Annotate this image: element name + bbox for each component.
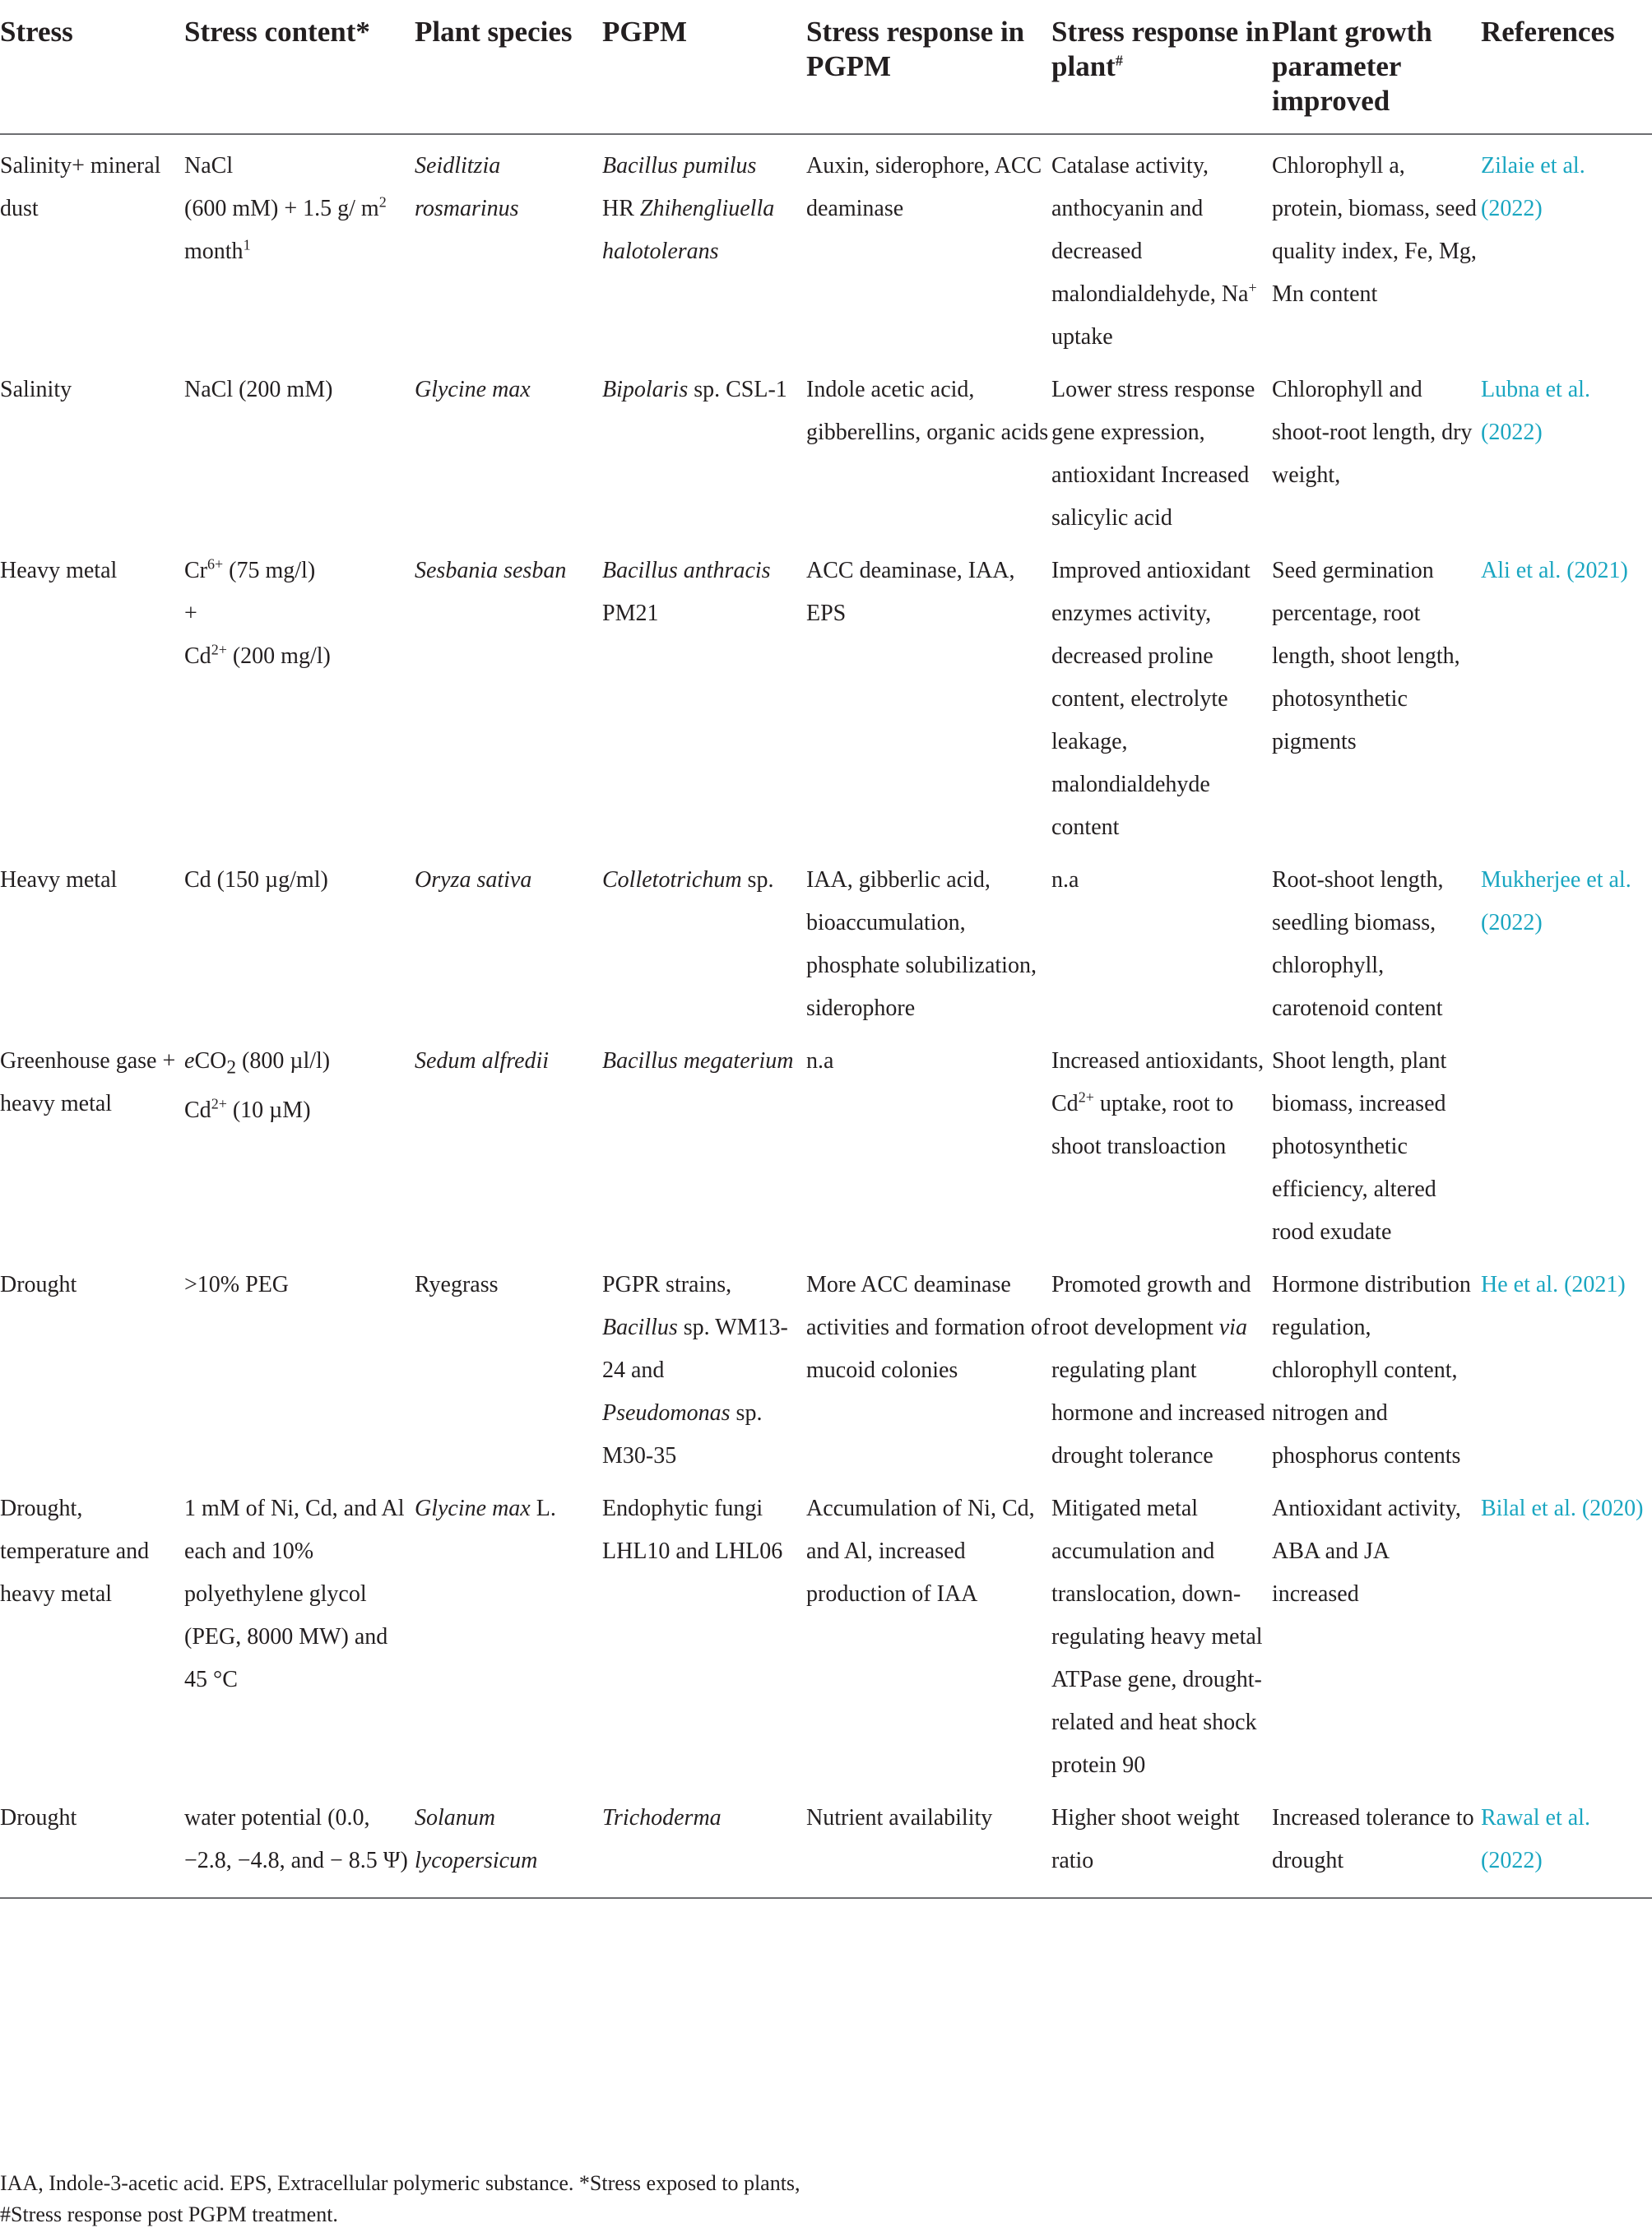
cell-pgpm: Bacillus megaterium: [602, 1048, 794, 1074]
header-plant-species: Plant species: [415, 0, 602, 134]
header-pgpm-response: Stress response in PGPM: [806, 0, 1051, 134]
cell-stress-content: 1 mM of Ni, Cd, and Al each and 10% polyethylene glycol (PEG, 8000 MW) and 45 °C: [184, 1496, 405, 1692]
cell-reference-link[interactable]: Rawal et al. (2022): [1481, 1787, 1652, 1898]
cell-stress: Drought: [0, 1272, 77, 1297]
cell-reference-link[interactable]: Zilaie et al. (2022): [1481, 153, 1585, 221]
footnote-line-1: IAA, Indole-3-acetic acid. EPS, Extracellular polymeric substance. *Stress exposed to plants,: [0, 2171, 800, 2195]
cell-pgpm: PGPR strains, Bacillus sp. WM13-24 and Pseudomonas sp. M30-35: [602, 1272, 788, 1469]
header-stress-content: Stress content*: [184, 0, 415, 134]
cell-pgpm-response: IAA, gibberlic acid, bioaccumulation, phosphate solubilization, siderophore: [806, 867, 1037, 1021]
cell-growth-parameter: Chlorophyll a, protein, biomass, seed quality index, Fe, Mg, Mn content: [1272, 153, 1477, 307]
cell-plant-response: Increased antioxidants, $Cd^{2+}$ uptake, root to shoot transloaction: [1051, 1048, 1265, 1159]
cell-reference-link[interactable]: He et al. (2021): [1481, 1272, 1626, 1297]
cell-stress: Salinity: [0, 377, 72, 402]
cell-stress: Greenhouse gase + heavy metal: [0, 1048, 176, 1116]
cell-plant-species: Ryegrass: [415, 1272, 499, 1297]
cell-growth-parameter: Shoot length, plant biomass, increased photosynthetic efficiency, altered rood exudate: [1272, 1048, 1447, 1245]
cell-pgpm-response: Indole acetic acid, gibberellins, organic acids: [806, 377, 1049, 445]
cell-pgpm: Bacillus anthracis PM21: [602, 558, 771, 626]
cell-plant-response: Promoted growth and root development via regulating plant hormone and increased drought tolerance: [1051, 1272, 1265, 1469]
cell-plant-response: Mitigated metal accumulation and translocation, down-regulating heavy metal ATPase gene, drought-related and heat shock protein 90: [1051, 1496, 1263, 1778]
table-row: [0, 1030, 1652, 1254]
cell-pgpm-response: Nutrient availability: [806, 1787, 1051, 1898]
cell-reference-link[interactable]: Bilal et al. (2020): [1481, 1496, 1644, 1521]
cell-plant-species: Oryza sativa: [415, 867, 532, 893]
cell-plant-response: Higher shoot weight ratio: [1051, 1787, 1272, 1898]
cell-stress: Heavy metal: [0, 867, 118, 893]
cell-plant-species: Solanum lycopersicum: [415, 1787, 602, 1898]
cell-plant-species: Glycine max: [415, 377, 531, 402]
cell-growth-parameter: Seed germination percentage, root length, shoot length, photosynthetic pigments: [1272, 558, 1460, 754]
table-row: [0, 849, 1652, 1030]
cell-plant-response: Lower stress response gene expression, antioxidant Increased salicylic acid: [1051, 377, 1255, 531]
cell-plant-response: Improved antioxidant enzymes activity, decreased proline content, electrolyte leakage, malondialdehyde content: [1051, 558, 1251, 840]
cell-reference-link[interactable]: Lubna et al. (2022): [1481, 377, 1590, 445]
cell-stress: Heavy metal: [0, 558, 118, 583]
cell-pgpm-response: ACC deaminase, IAA, EPS: [806, 558, 1015, 626]
cell-plant-species: Sesbania sesban: [415, 558, 567, 583]
table-row: [0, 359, 1652, 540]
header-growth-parameter: Plant growth parameter improved: [1272, 0, 1481, 134]
cell-stress-content: NaCl (600 mM) + 1.5 g/ $m^2$ month$^1$: [184, 153, 387, 264]
table-footnote: [0, 2168, 800, 2230]
cell-pgpm: Bacillus pumilus HR Zhihengliuella halotolerans: [602, 153, 775, 264]
header-plant-response-mark: #: [1115, 52, 1123, 69]
table-row: [0, 134, 1652, 359]
table-row: [0, 1787, 1652, 1898]
table-row: [0, 1254, 1652, 1478]
cell-pgpm: Bipolaris sp. CSL-1: [602, 377, 787, 402]
cell-stress-content: $Cr^{6+}$ (75 mg/l) + $Cd^{2+}$ (200 mg/l): [184, 555, 331, 669]
footnote-line-2: #Stress response post PGPM treatment.: [0, 2202, 338, 2226]
cell-plant-species: Glycine max L.: [415, 1496, 556, 1521]
table-row: [0, 540, 1652, 849]
cell-growth-parameter: Root-shoot length, seedling biomass, chlorophyll, carotenoid content: [1272, 867, 1444, 1021]
cell-plant-species: Sedum alfredii: [415, 1048, 550, 1074]
cell-stress: Drought: [0, 1787, 184, 1898]
table-row: [0, 1478, 1652, 1787]
cell-pgpm-response: More ACC deaminase activities and formation of mucoid colonies: [806, 1272, 1051, 1383]
cell-pgpm: Colletotrichum sp.: [602, 867, 774, 893]
cell-stress-content: eCO$_2$ (800 µl/l) $Cd^{2+}$ (10 µM): [184, 1048, 331, 1123]
cell-growth-parameter: Chlorophyll and shoot-root length, dry weight,: [1272, 377, 1473, 488]
cell-stress: Salinity+ mineral dust: [0, 153, 161, 221]
cell-growth-parameter: Antioxidant activity, ABA and JA increased: [1272, 1496, 1461, 1607]
cell-stress-content: water potential (0.0, −2.8, −4.8, and − 8.5 Ψ): [184, 1787, 415, 1898]
header-references: References: [1481, 0, 1652, 134]
cell-growth-parameter: Hormone distribution regulation, chlorophyll content, nitrogen and phosphorus contents: [1272, 1272, 1471, 1469]
cell-pgpm-response: Auxin, siderophore, ACC deaminase: [806, 153, 1042, 221]
cell-stress: Drought, temperature and heavy metal: [0, 1496, 150, 1607]
cell-stress-content: Cd (150 µg/ml): [184, 867, 328, 893]
cell-growth-parameter: Increased tolerance to drought: [1272, 1787, 1481, 1898]
header-stress: Stress: [0, 0, 184, 134]
cell-pgpm: Endophytic fungi LHL10 and LHL06: [602, 1496, 783, 1564]
header-plant-response: [1051, 0, 1272, 134]
cell-stress-content: NaCl (200 mM): [184, 377, 333, 402]
cell-pgpm: Trichoderma: [602, 1787, 806, 1898]
header-pgpm: PGPM: [602, 0, 806, 134]
cell-plant-response: n.a: [1051, 867, 1079, 893]
cell-plant-response: Catalase activity, anthocyanin and decreased malondialdehyde, Na+ uptake: [1051, 153, 1257, 350]
cell-stress-content: >10% PEG: [184, 1272, 290, 1297]
cell-pgpm-response: Accumulation of Ni, Cd, and Al, increased production of IAA: [806, 1496, 1035, 1607]
cell-plant-species: Seidlitzia rosmarinus: [415, 153, 519, 221]
table-header-row: [0, 0, 1652, 134]
cell-pgpm-response: n.a: [806, 1048, 834, 1074]
header-plant-response-label: Stress response in plant: [1051, 16, 1270, 82]
cell-reference-link[interactable]: Ali et al. (2021): [1481, 558, 1628, 583]
cell-reference-link[interactable]: Mukherjee et al. (2022): [1481, 867, 1631, 935]
cell-reference-link[interactable]: [1481, 1030, 1652, 1254]
